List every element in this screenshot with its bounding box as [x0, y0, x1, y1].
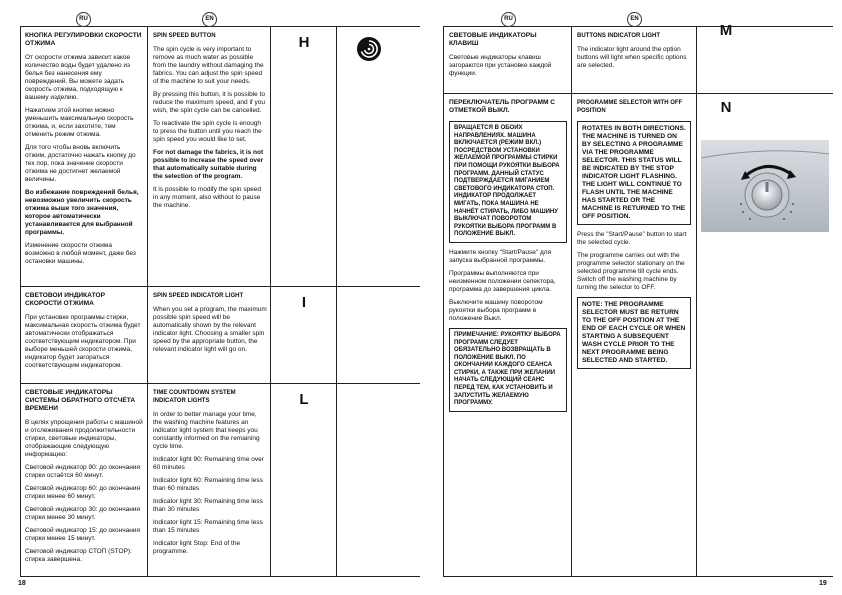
en-paragraph: Indicator light 90: Remaining time over 60 minutes — [153, 456, 264, 471]
programme-selector-illustration — [701, 140, 829, 232]
ru-paragraph: Для того чтобы вновь включить отжим, достаточно нажать кнопку до тех пор, пока значение скорости отжима не достигнет желаемой величины. — [25, 144, 136, 183]
ru-title: СВЕТОВЫЕ ИНДИКАТОРЫ СИСТЕМЫ ОБРАТНОГО ОТСЧЁТА ВРЕМЕНИ — [25, 389, 136, 412]
section-letter-n: N — [720, 99, 732, 116]
en-note-box: NOTE: THE PROGRAMME SELECTOR MUST BE RETURN TO THE OFF POSITION AT THE END OF EACH CYCLE OR WHEN STARTING A SUBSEQUENT WASH CYCLE PRIOR TO THE NEXT PROGRAMME BEING SELECTED AND STARTED. — [577, 297, 691, 369]
ru-note-box: ПРИМЕЧАНИЕ: РУКОЯТКУ ВЫБОРА ПРОГРАММ СЛЕДУЕТ ОБЯЗАТЕЛЬНО ВОЗВРАЩАТЬ В ПОЛОЖЕНИЕ ВЫКЛ. ПО ОКОНЧАНИИ КАЖДОГО СЕАНСА СТИРКИ, А ТАКЖЕ ПРИ ЖЕЛАНИИ НАЧАТЬ СЛЕДУЮЩИЙ СЕАНС ПЕРЕД ТЕМ, КАК УСТАНОВИТЬ И ЗАПУСТИТЬ ЖЕЛАЕМУЮ ПРОГРАММУ. — [449, 328, 567, 412]
section-divider — [20, 383, 420, 384]
ru-title: СВЕТОВЫЕ ИНДИКАТОРЫ КЛАВИШ — [449, 32, 537, 47]
lang-badge-ru: RU — [76, 12, 91, 27]
section-divider — [20, 286, 420, 287]
right-page — [421, 0, 842, 595]
ru-paragraph: Световой индикатор СТОП (STOP): стирка завершена. — [25, 548, 132, 563]
ru-text-m — [449, 32, 567, 90]
en-paragraph: Indicator light 15: Remaining time less than 15 minutes — [153, 519, 263, 534]
en-text-n — [577, 99, 691, 573]
ru-paragraph: Световой индикатор 30: до окончания стирки менее 30 минут. — [25, 506, 141, 521]
en-paragraph: The spin cycle is very important to remove as much water as possible from the laundry without damaging the fabrics. You can adjust the spin speed of the machine to suit your needs. — [153, 46, 264, 85]
en-paragraph: In order to better manage your time, the washing machine features an indicator light system that keeps you constantly informed on the remaining cycle time. — [153, 411, 260, 450]
en-paragraph: To reactivate the spin cycle is enough to press the button until you reach the spin speed you would like to set. — [153, 120, 262, 143]
section-letter-i: I — [301, 294, 307, 311]
en-title: PROGRAMME SELECTOR WITH OFF POSITION — [577, 100, 683, 114]
en-warning-box: ROTATES IN BOTH DIRECTIONS. THE MACHINE IS TURNED ON BY SELECTING A PROGRAMME VIA THE PROGRAMME SELECTOR. THIS STATUS WILL BE INDICATED BY THE STOP INDICATOR LIGHT FLASHING. THE LIGHT WILL CONTINUE TO FLASH UNTIL THE MACHINE HAS STARTED OR THE MACHINE IS RETURNED TO THE OFF POSITION. — [577, 121, 691, 225]
section-letter-m: M — [719, 22, 733, 39]
spin-icon — [356, 36, 382, 62]
lang-badge-ru: RU — [501, 12, 516, 27]
en-paragraph: When you set a program, the maximum possible spin speed will be automatically shown by the relevant indicator light. Choosing a smaller spin speed by the appropriate button, the relevant indicator light will go on. — [153, 306, 267, 353]
ru-title: КНОПКА РЕГУЛИРОВКИ СКОРОСТИ ОТЖИМА — [25, 32, 142, 47]
lang-badge-en: EN — [202, 12, 217, 27]
column-rule — [696, 26, 697, 576]
ru-text-i — [25, 292, 143, 380]
ru-paragraph: Световые индикаторы клавиш загораются при установке каждой функции. — [449, 54, 552, 77]
ru-paragraph: Программы выполняются при неизменном положении селектора, программа до завершения цикла. — [449, 269, 556, 293]
ru-paragraph: Во избежание повреждений белья, невозможно увеличить скорость отжима выше того значения, которое автоматически устанавливается для выбранной программы. — [25, 189, 139, 236]
column-rule — [147, 26, 148, 576]
en-text-h — [153, 32, 267, 284]
ru-title: ПЕРЕКЛЮЧАТЕЛЬ ПРОГРАММ С ОТМЕТКОЙ ВЫКЛ. — [449, 99, 556, 114]
section-letter-l: L — [299, 391, 309, 408]
ru-paragraph: В целях упрощения работы с машиной и отслеживания продолжительности стирки, световые индикаторы, отображающие следующую информацию: — [25, 419, 143, 458]
column-rule — [336, 26, 337, 576]
ru-paragraph: Нажмите кнопку "Start/Pause" для запуска выбранной программы. — [449, 248, 552, 264]
en-paragraph: Indicator light 60: Remaining time less than 60 minutes — [153, 477, 263, 492]
en-paragraph: It is possible to modify the spin speed in any moment, also without to pause the machine. — [153, 186, 262, 209]
en-paragraph: Press the "Start/Pause" button to start the selected cycle. — [577, 231, 687, 246]
bottom-rule — [443, 576, 833, 577]
column-rule — [443, 26, 444, 576]
column-rule — [571, 26, 572, 576]
ru-text-l — [25, 389, 143, 574]
en-text-i — [153, 292, 267, 380]
ru-paragraph: Изменение скорости отжима возможно в любой момент, даже без остановки машины. — [25, 242, 136, 265]
top-rule — [443, 26, 833, 27]
en-paragraph: The indicator light around the option buttons will light when specific options are selected. — [577, 46, 687, 69]
ru-paragraph: Световой индикатор 15: до окончания стирки менее 15 минут. — [25, 527, 141, 542]
ru-title: СВЕТОВОЙ ИНДИКАТОР СКОРОСТИ ОТЖИМА — [25, 292, 105, 307]
ru-paragraph: Выключите машину поворотом рукоятки выбора программ в положение Выкл. — [449, 298, 543, 322]
column-rule — [20, 26, 21, 576]
ru-paragraph: От скорости отжима зависит какое количество воды будет удалено из белья без нанесения ему повреждений. Вы можете задать скорость отжима, подходящую к вашему изделию. — [25, 54, 131, 101]
section-divider — [443, 93, 833, 94]
en-title: BUTTONS INDICATOR LIGHT — [577, 33, 660, 39]
page-number: 19 — [819, 580, 827, 587]
bottom-rule — [20, 576, 420, 577]
page-number: 18 — [18, 580, 26, 587]
en-paragraph: By pressing this button, it is possible to reduce the maximum speed, and if you wish, the spin cycle can be cancelled. — [153, 91, 266, 114]
ru-warning-box: ВРАЩАЕТСЯ В ОБОИХ НАПРАВЛЕНИЯХ. МАШИНА ВКЛЮЧАЕТСЯ (РЕЖИМ ВКЛ.) ПОСРЕДСТВОМ УСТАНОВКИ ЖЕЛАЕМОЙ ПРОГРАММЫ СТИРКИ ПРИ ПОМОЩИ РУКОЯТКИ ВЫБОРА ПРОГРАММ. ДАННЫЙ СТАТУС ПОДТВЕРЖДАЕТСЯ МИГАНИЕМ СВЕТОВОГО ИНДИКАТОРА СТОП. ИНДИКАТОР ПРОДОЛЖАЕТ МИГАТЬ, ПОКА МАШИНА НЕ НАЧНЁТ СТИРАТЬ, ЛИБО МАШИНУ ВЫКЛЮЧАТ ПОВОРОТОМ РУКОЯТКИ ВЫБОРА ПРОГРАММ В ПОЛОЖЕНИЕ ВЫКЛ. — [449, 121, 567, 243]
column-rule — [270, 26, 271, 576]
en-paragraph: The programme carries out with the programme selector stationary on the selected programme till cycle ends. Switch off the washing machine by turning the selector to OFF. — [577, 252, 685, 291]
en-paragraph: For not damage the fabrics, it is not possible to increase the speed over that automatically suitable during the selection of the program. — [153, 149, 264, 180]
en-title: SPIN SPEED INDICATOR LIGHT — [153, 293, 244, 299]
lang-badge-en: EN — [627, 12, 642, 27]
ru-paragraph: Световой индикатор 60: до окончания стирки менее 60 минут. — [25, 485, 141, 500]
en-text-l — [153, 389, 267, 574]
ru-text-h — [25, 32, 143, 284]
en-paragraph: Indicator light 30: Remaining time less than 30 minutes — [153, 498, 263, 513]
ru-paragraph: При установке программы стирки, максимальная скорость отжима будет автоматически отображаться соответствующим индикатором. При выборе меньшей скорости отжима, индикатор будет загораться соответствующим индикатором. — [25, 314, 141, 369]
section-letter-h: H — [298, 34, 310, 51]
en-title: TIME COUNTDOWN SYSTEM INDICATOR LIGHTS — [153, 390, 236, 404]
en-text-m — [577, 32, 691, 90]
en-paragraph: Indicator light Stop: End of the programme. — [153, 540, 241, 555]
ru-paragraph: Световой индикатор 90: до окончания стирки остаётся 60 минут. — [25, 464, 141, 479]
en-title: SPIN SPEED BUTTON — [153, 33, 216, 39]
ru-text-n — [449, 99, 567, 573]
ru-paragraph: Нажатием этой кнопки можно уменьшить максимальную скорость отжима, и, если захотите, тем отменить режим отжима. — [25, 107, 134, 138]
